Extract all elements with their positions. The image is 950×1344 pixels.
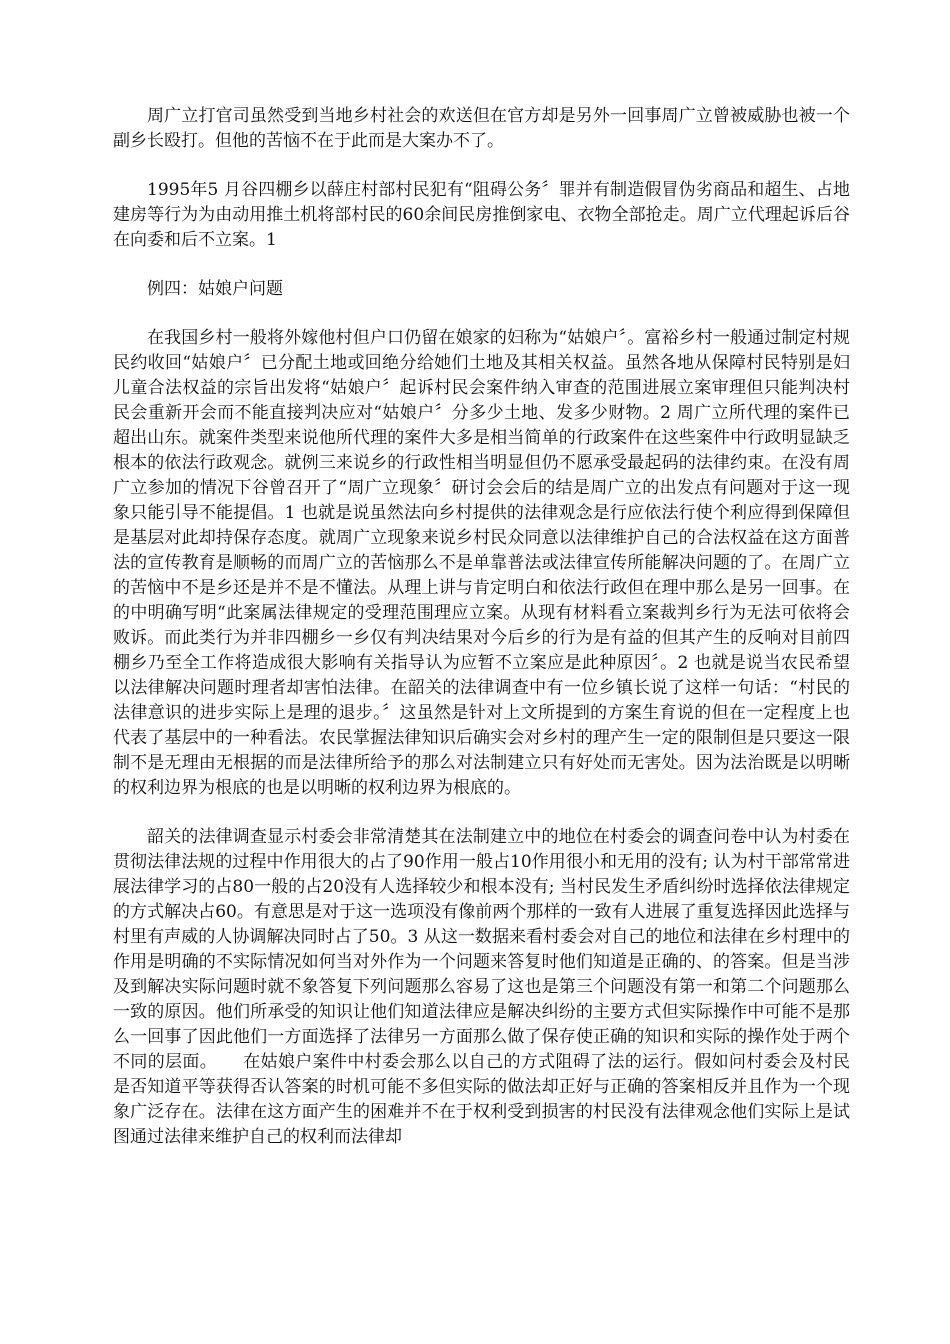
paragraph-shaoguan-survey: 韶关的法律调查显示村委会非常清楚其在法制建立中的地位在村委会的调查问卷中认为村委在贯彻法律法规的过程中作用很大的占了90作用一般占10作用很小和无用的没有; 认为村干部常常进展法律学习的占80一般的占20没有人选择较少和根本没有; 当村民发生矛盾纠纷时选择依法律规定的方式解决占60。有意思是对于这一选项没有像前两个那样的一致有人进展了重复选择因此选择与村里有声威的人协调解决同时占了50。3 从这一数据来看村委会对自己的地位和法律在乡村理中的作用是明确的不实际情况如何当对外作为一个问题来答复时他们知道是正确的、的答案。但是当涉及到解决实际问题时就不象答复下列问题那么容易了这也是第三个问题没有第一和第二个问题那么一致的原因。他们所承受的知识让他们知道法律应是解决纠纷的主要方式但实际操作中可能不是那么一回事了因此他们一方面选择了法律另一方面那么做了保存使正确的知识和实际的操作处于两个不同的层面。 在姑娘户案件中村委会那么以自己的方式阻碍了法的运行。假如问村委会及村民是否知道平等获得否认答案的时机可能不多但实际的做法却正好与正确的答案相反并且作为一个现象广泛存在。法律在这方面产生的困难并不在于权利受到损害的村民没有法律观念他们实际上是试图通过法律来维护自己的权利而法律却 bbox=[113, 827, 850, 1147]
paragraph-1995-demolition-case: 1995年5 月谷四棚乡以薛庄村部村民犯有“阻碍公务〞罪并有制造假冒伪劣商品和超生、占地建房等行为为由动用推土机将部村民的60余间民房推倒家电、衣物全部抢走。周广立代理起诉后谷在向委和后不立案。1 bbox=[113, 180, 850, 250]
section-heading-example-four: 例四：姑娘户问题 bbox=[147, 279, 283, 299]
paragraph-zhou-guangli-lawsuit: 周广立打官司虽然受到当地乡村社会的欢送但在官方却是另外一回事周广立曾被威胁也被一个副乡长殴打。但他的苦恼不在于此而是大案办不了。 bbox=[113, 106, 850, 151]
paragraph-guniang-hu-issue: 在我国乡村一般将外嫁他村但户口仍留在娘家的妇称为“姑娘户〞。富裕乡村一般通过制定村规民约收回“姑娘户〞已分配土地或回绝分给她们土地及其相关权益。虽然各地从保障村民特别是妇儿童合法权益的宗旨出发将“姑娘户〞起诉村民会案件纳入审查的范围进展立案审理但只能判决村民会重新开会而不能直接判决应对“姑娘户〞分多少土地、发多少财物。2 周广立所代理的案件已超出山东。就案件类型来说他所代理的案件大多是相当简单的行政案件在这些案件中行政明显缺乏根本的依法行政观念。就例三来说乡的行政性相当明显但仍不愿承受最起码的法律约束。在没有周广立参加的情况下谷曾召开了“周广立现象〞研讨会会后的结是周广立的出发点有问题对于这一现象只能引导不能提倡。1 也就是说虽然法向乡村提供的法律观念是行应依法行使个利应得到保障但是基层对此却持保存态度。就周广立现象来说乡村民众同意以法律维护自己的合法权益在这方面普法的宣传教育是顺畅的而周广立的苦恼那么不是单靠普法或法律宣传所能解决问题的了。在周广立的苦恼中不是乡还是并不是不懂法。从理上讲与肯定明白和依法行政但在理中那么是另一回事。在的中明确写明“此案属法律规定的受理范围理应立案。从现有材料看立案裁判乡行为无法可依将会败诉。而此类行为并非四棚乡一乡仅有判决结果对今后乡的行为是有益的但其产生的反响对目前四棚乡乃至全工作将造成很大影响有关指导认为应暂不立案应是此种原因〞。2 也就是说当农民希望以法律解决问题时理者却害怕法律。在韶关的法律调查中有一位乡镇长说了这样一句话：“村民的法律意识的进步实际上是理的退步。〞这虽然是针对上文所提到的方案生育说的但在一定程度上也代表了基层中的一种看法。农民掌握法律知识后确实会对乡村的理产生一定的限制但是只要这一限制不是无理由无根据的而是法律所给予的那么对法制建立只有好处而无害处。因为法治既是以明晰的权利边界为根底的也是以明晰的权利边界为根底的。 bbox=[113, 328, 850, 798]
document-page bbox=[113, 104, 850, 1174]
